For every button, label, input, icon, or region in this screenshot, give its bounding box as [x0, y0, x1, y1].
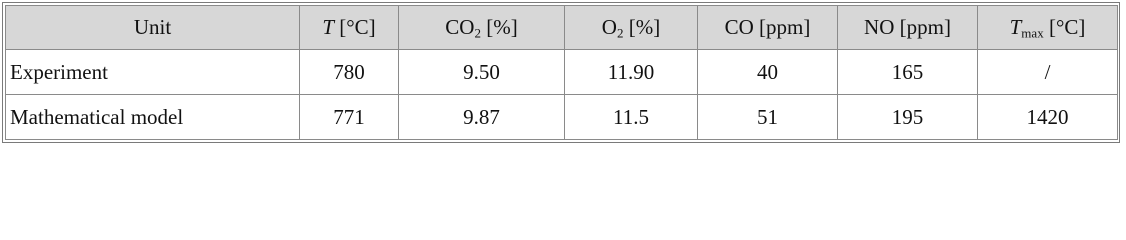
cell-no: 195 [838, 95, 978, 140]
table-row-mathematical-model [6, 95, 1118, 140]
cell-temperature: 771 [300, 95, 399, 140]
header-co: CO [ppm] [698, 6, 838, 50]
temperature-unit: [°C] [334, 15, 376, 39]
cell-temperature: 780 [300, 50, 399, 95]
results-table [5, 5, 1118, 140]
row-label: Mathematical model [6, 95, 300, 140]
header-tmax: $T_{max}$ [°C] [978, 6, 1118, 50]
header-no: NO [ppm] [838, 6, 978, 50]
cell-no: 165 [838, 50, 978, 95]
header-co2: $CO_2$ [%] [399, 6, 565, 50]
header-row [6, 6, 1118, 50]
header-o2: $O_2$ [%] [565, 6, 698, 50]
cell-co: 51 [698, 95, 838, 140]
header-temperature [300, 6, 399, 50]
cell-co2: 9.50 [399, 50, 565, 95]
cell-o2: 11.90 [565, 50, 698, 95]
cell-tmax: / [978, 50, 1118, 95]
header-unit: Unit [6, 6, 300, 50]
table-container [2, 2, 1120, 143]
row-label: Experiment [6, 50, 300, 95]
temperature-symbol: T [322, 15, 335, 39]
table-row-experiment [6, 50, 1118, 95]
cell-tmax: 1420 [978, 95, 1118, 140]
cell-co: 40 [698, 50, 838, 95]
cell-o2: 11.5 [565, 95, 698, 140]
cell-co2: 9.87 [399, 95, 565, 140]
